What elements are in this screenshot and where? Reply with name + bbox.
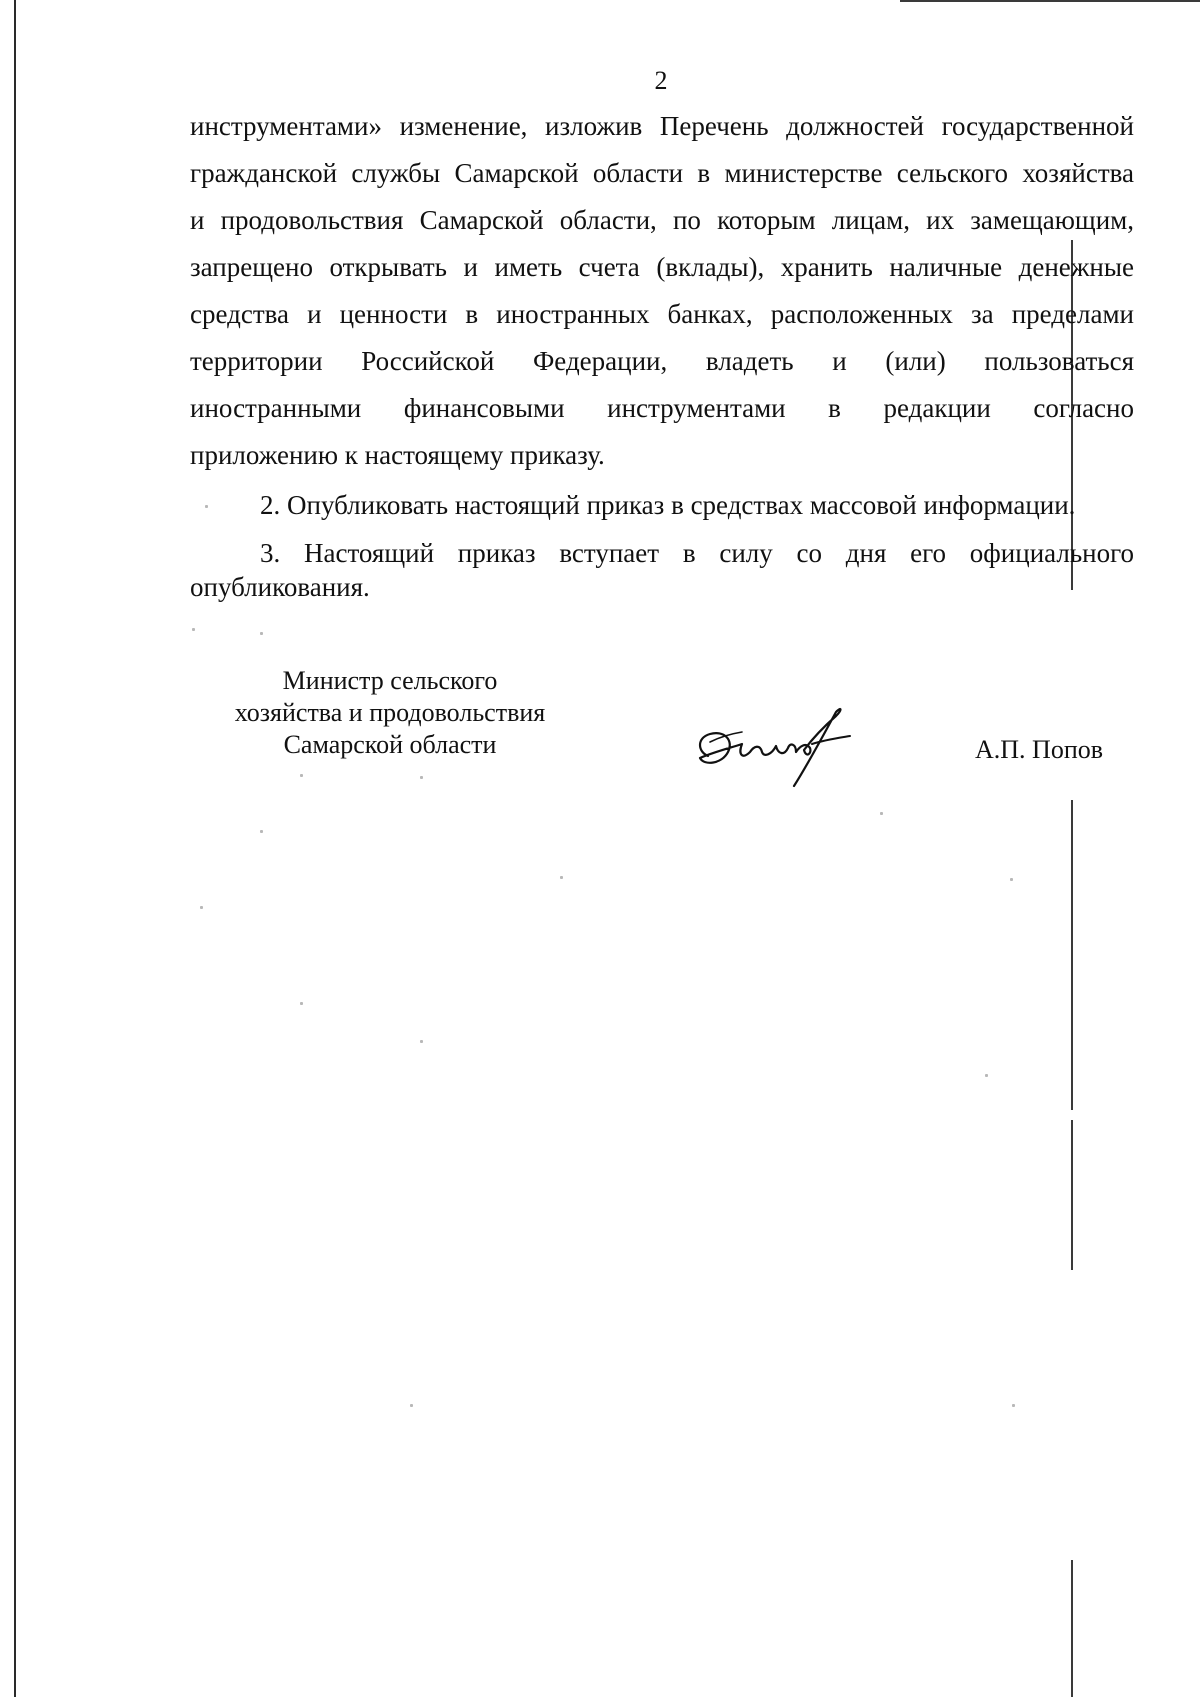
paragraph-line: инструментами» изменение, изложив Перечень должностей государственной xyxy=(190,111,1134,141)
paragraph-line: гражданской службы Самарской области в министерстве сельского хозяйства xyxy=(190,158,1134,188)
signatory-title-line: Самарской области xyxy=(283,730,497,759)
scan-left-border xyxy=(14,0,16,1697)
signatory-title xyxy=(200,665,580,761)
scan-speck xyxy=(420,1040,423,1043)
signatory-title-line: Министр сельского xyxy=(282,666,498,695)
scan-speck xyxy=(985,1074,988,1077)
scan-artifact-line xyxy=(1071,1560,1073,1697)
item-3-line: опубликования. xyxy=(190,572,370,602)
scan-speck xyxy=(300,774,303,777)
scan-speck xyxy=(260,830,263,833)
scan-speck xyxy=(880,812,883,815)
scan-speck xyxy=(260,632,263,635)
scan-artifact-line xyxy=(1071,800,1073,1110)
scan-speck xyxy=(420,776,423,779)
paragraph-line: запрещено открывать и иметь счета (вклады), хранить наличные денежные xyxy=(190,252,1134,282)
item-2-text: 2. Опубликовать настоящий приказ в средствах массовой информации. xyxy=(260,490,1076,520)
paragraph-line: средства и ценности в иностранных банках, расположенных за пределами xyxy=(190,299,1134,329)
scan-speck xyxy=(200,906,203,909)
paragraph-line: территории Российской Федерации, владеть и (или) пользоваться xyxy=(190,346,1134,376)
scan-speck xyxy=(1010,878,1013,881)
page-number: 2 xyxy=(654,66,668,95)
paragraph-1 xyxy=(190,103,1134,479)
scan-top-border xyxy=(900,0,1200,2)
item-3 xyxy=(190,536,1134,604)
paragraph-line: приложению к настоящему приказу. xyxy=(190,440,605,470)
item-3-line: 3. Настоящий приказ вступает в силу со дня его официального xyxy=(260,538,1134,568)
scan-speck xyxy=(560,876,563,879)
handwritten-signature xyxy=(690,694,860,794)
signatory-title-line: хозяйства и продовольствия xyxy=(234,698,546,727)
paragraph-line: иностранными финансовыми инструментами в редакции согласно xyxy=(190,393,1134,423)
scan-speck xyxy=(205,505,208,508)
scan-speck xyxy=(1012,1404,1015,1407)
scan-artifact-line xyxy=(1071,1120,1073,1270)
scan-speck xyxy=(300,1002,303,1005)
scan-speck xyxy=(410,1404,413,1407)
item-2 xyxy=(190,488,1134,522)
signatory-name: А.П. Попов xyxy=(975,735,1104,764)
scan-speck xyxy=(192,628,195,631)
paragraph-line: и продовольствия Самарской области, по которым лицам, их замещающим, xyxy=(190,205,1134,235)
